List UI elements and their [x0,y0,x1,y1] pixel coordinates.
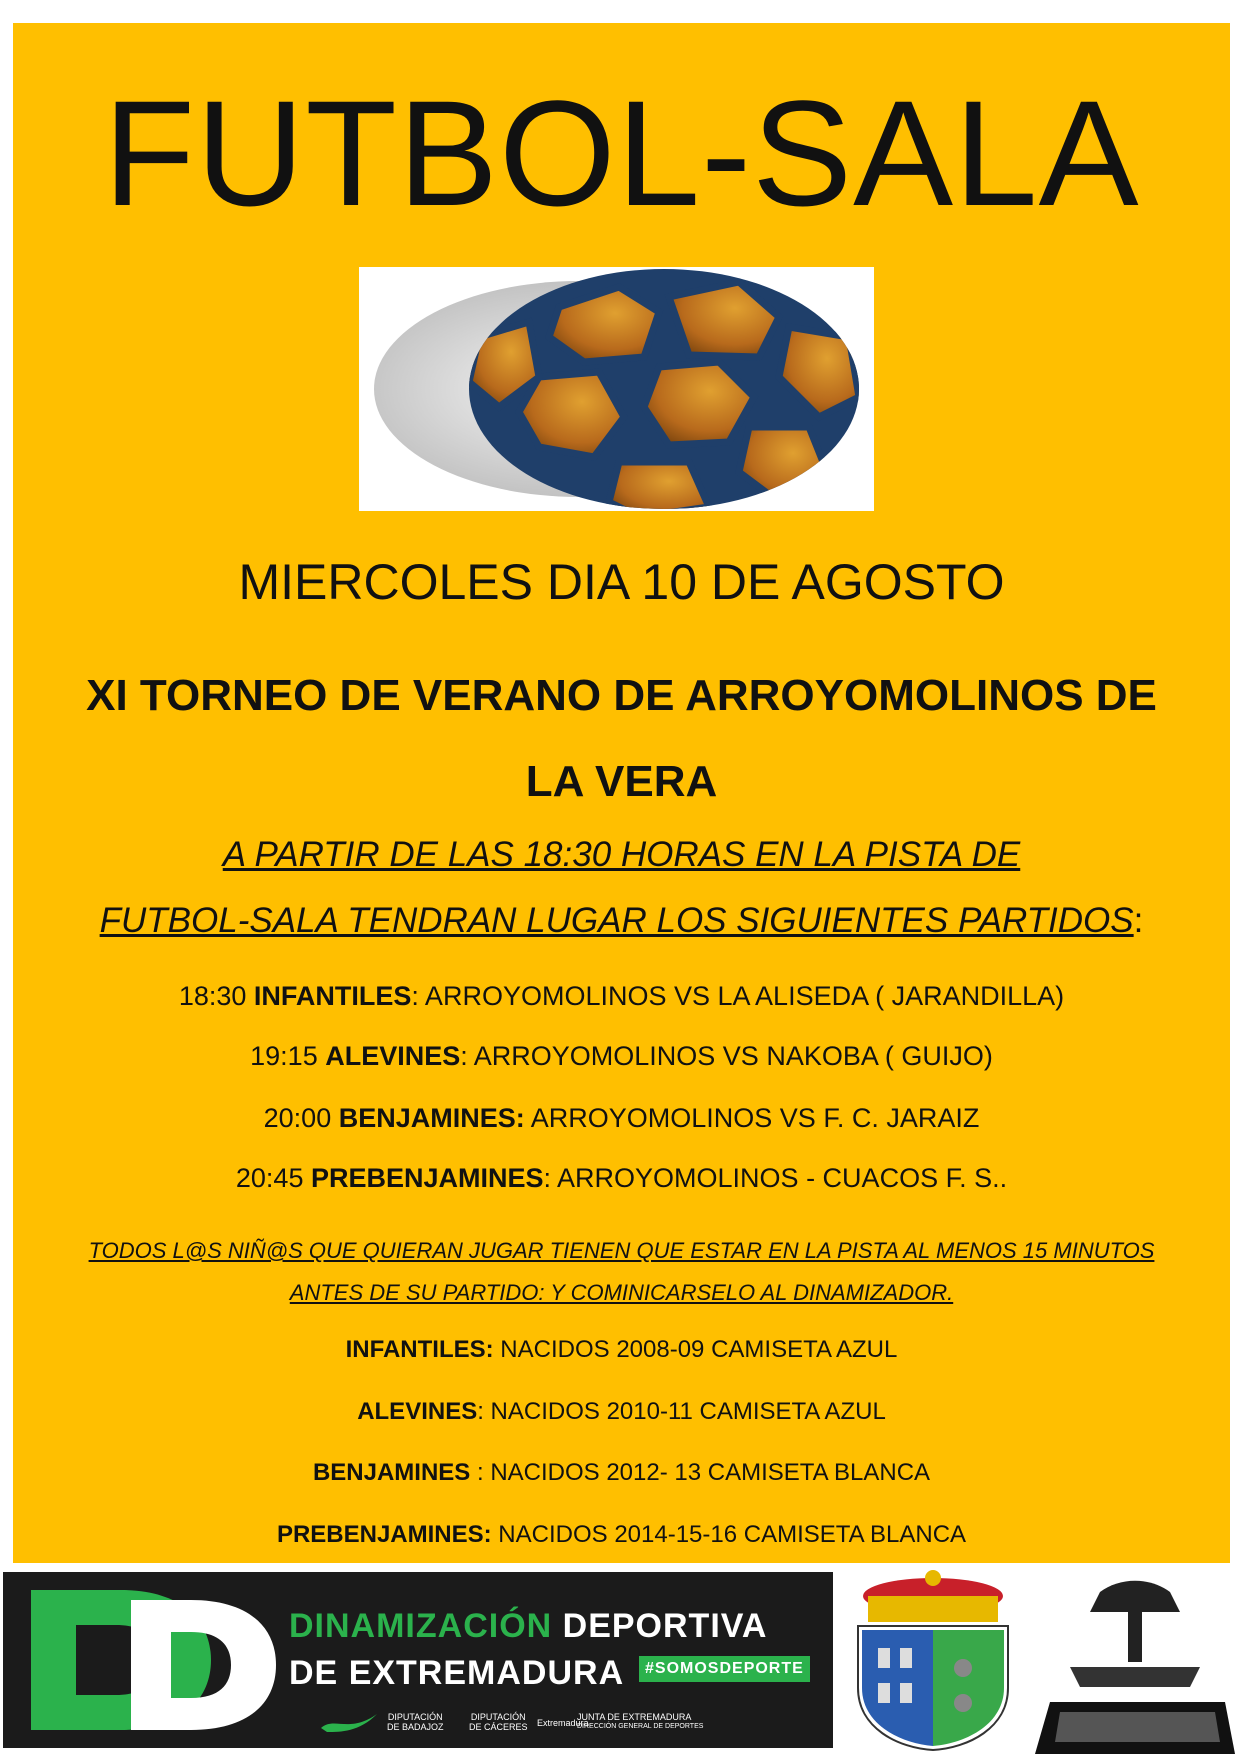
footer-title-line1 [289,1607,767,1646]
event-date: MIERCOLES DIA 10 DE AGOSTO [238,554,1005,610]
match-teams: ARROYOMOLINOS VS F. C. JARAIZ [524,1103,980,1133]
category-name: INFANTILES: [345,1336,494,1363]
match-time: 20:45 [235,1163,311,1193]
start-info-text2: FUTBOL-SALA TENDRAN LUGAR LOS SIGUIENTES PARTIDOS [99,901,1134,940]
caceres-logo [469,1712,528,1732]
match-time: 18:30 [178,981,254,1011]
category-info: NACIDOS 2014-15-16 CAMISETA BLANCA [491,1521,967,1548]
sponsor-footer [3,1572,833,1748]
poster [13,23,1230,1563]
category-info: : NACIDOS 2010-11 CAMISETA AZUL [477,1398,886,1425]
fountain-icon [1030,1572,1240,1754]
logo-text: DIRECCIÓN GENERAL DE DEPORTES [577,1723,704,1730]
footer-title-word1: DINAMIZACIÓN [289,1607,553,1645]
poster-title: FUTBOL-SALA [103,69,1140,237]
match-category: ALEVINES [325,1041,461,1071]
match-teams: : ARROYOMOLINOS VS NAKOBA ( GUIJO) [460,1041,993,1071]
match-row [13,1163,1230,1194]
bird-logo-icon [319,1708,379,1736]
footer-title-word4: EXTREMADURA [348,1654,625,1692]
category-info: : NACIDOS 2012- 13 CAMISETA BLANCA [470,1459,931,1486]
match-category: BENJAMINES: [338,1103,525,1133]
hashtag-badge: #SOMOSDEPORTE [639,1656,810,1682]
tournament-title [13,653,1230,825]
footer-title-line2 [289,1654,624,1693]
dd-logo-icon [31,1590,281,1730]
match-category: PREBENJAMINES [310,1163,544,1193]
notice-line1 [13,1230,1230,1272]
logo-text: DE BADAJOZ [387,1722,444,1732]
sponsor-logos [319,1702,799,1746]
match-time: 20:00 [263,1103,339,1133]
logo-text: DIPUTACIÓN [470,1712,526,1722]
notice-text2: ANTES DE SU PARTIDO: Y COMINICARSELO AL DINAMIZADOR. [289,1280,954,1305]
category-row [13,1336,1230,1364]
logo-text: DE CÁCERES [469,1722,528,1732]
ball-image [359,267,874,511]
match-teams: : ARROYOMOLINOS - CUACOS F. S.. [543,1163,1008,1193]
footer-title-word3: DE [289,1654,349,1692]
town-crest-icon [838,1568,1028,1752]
footer-title-word2: DEPORTIVA [552,1607,768,1645]
match-time: 19:15 [250,1041,326,1071]
match-teams: : ARROYOMOLINOS VS LA ALISEDA ( JARANDILLA) [411,981,1065,1011]
category-name: ALEVINES [357,1398,478,1425]
start-info-text1: A PARTIR DE LAS 18:30 HORAS EN LA PISTA DE [222,835,1021,874]
category-row [13,1521,1230,1549]
badajoz-logo [387,1712,444,1732]
match-row [13,1041,1230,1072]
tournament-title-line2: LA VERA [525,757,718,806]
match-category: INFANTILES [253,981,412,1011]
category-row [13,1398,1230,1426]
category-row [13,1459,1230,1487]
tournament-title-line1: XI TORNEO DE VERANO DE ARROYOMOLINOS DE [86,671,1157,720]
match-row [13,981,1230,1012]
logo-text: Extremadura [537,1718,589,1728]
start-info-line2 [13,901,1230,941]
junta-logo [577,1712,703,1732]
notice-line2 [13,1272,1230,1314]
category-name: BENJAMINES [312,1459,471,1486]
logo-text: JUNTA DE EXTREMADURA [577,1712,692,1722]
notice-text1: TODOS L@S NIÑ@S QUE QUIERAN JUGAR TIENEN QUE ESTAR EN LA PISTA AL MENOS 15 MINUTOS [88,1238,1155,1263]
category-info: NACIDOS 2008-09 CAMISETA AZUL [493,1336,898,1363]
logo-text: DIPUTACIÓN [387,1712,443,1722]
start-info-colon: : [1133,901,1144,940]
soccer-ball-icon [359,267,874,511]
match-row [13,1103,1230,1134]
start-info-line1 [13,835,1230,875]
category-name: PREBENJAMINES: [276,1521,492,1548]
